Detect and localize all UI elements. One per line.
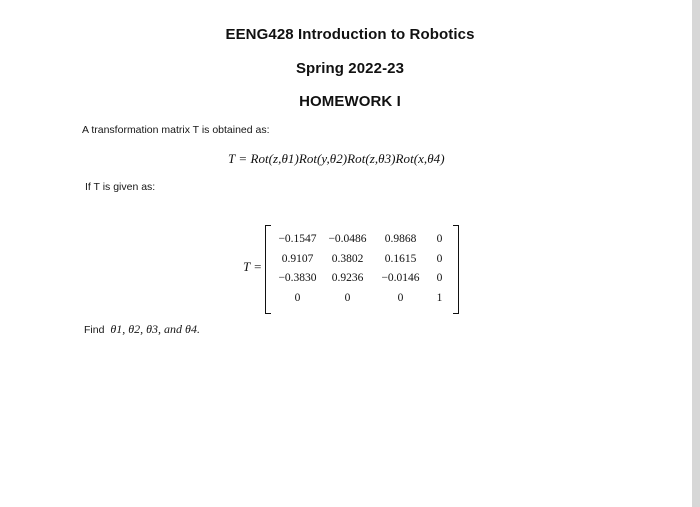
left-matrix-bracket xyxy=(265,225,271,314)
find-label: Find xyxy=(84,324,105,336)
right-matrix-bracket xyxy=(453,225,459,314)
page-edge-divider xyxy=(692,0,700,507)
assignment-title: HOMEWORK I xyxy=(299,93,401,110)
find-instruction xyxy=(84,322,200,337)
given-text: If T is given as: xyxy=(85,181,156,193)
find-variables: θ1, θ2, θ3, and θ4. xyxy=(110,322,200,336)
problem-intro: A transformation matrix T is obtained as: xyxy=(82,124,270,136)
matrix-cell: −0.0486 xyxy=(328,233,367,245)
matrix-row xyxy=(272,289,450,309)
matrix-cell: 0.9868 xyxy=(384,233,417,245)
term-label: Spring 2022-23 xyxy=(295,60,405,77)
matrix-values xyxy=(272,230,450,308)
matrix-cell: −0.0146 xyxy=(381,272,420,284)
matrix-row xyxy=(272,269,450,289)
matrix-row xyxy=(272,230,450,250)
matrix-cell: 0 xyxy=(436,272,443,284)
transformation-matrix xyxy=(265,225,459,314)
matrix-cell: 1 xyxy=(436,291,443,304)
matrix-cell: 0.9236 xyxy=(331,272,364,284)
matrix-label: T = xyxy=(243,259,263,274)
course-title: EENG428 Introduction to Robotics xyxy=(225,26,475,43)
matrix-cell: −0.1547 xyxy=(278,233,317,245)
matrix-cell: −0.3830 xyxy=(278,272,317,284)
matrix-cell: 0 xyxy=(436,233,443,245)
matrix-cell: 0 xyxy=(294,291,301,304)
matrix-cell: 0.9107 xyxy=(281,252,314,265)
matrix-cell: 0 xyxy=(344,291,351,304)
matrix-cell: 0 xyxy=(436,252,443,265)
matrix-cell: 0.3802 xyxy=(331,252,364,265)
matrix-cell: 0.1615 xyxy=(384,252,417,265)
matrix-row xyxy=(272,250,450,270)
matrix-cell: 0 xyxy=(397,291,404,304)
rotation-equation: T = Rot(z,θ1)Rot(y,θ2)Rot(z,θ3)Rot(x,θ4) xyxy=(228,151,445,166)
